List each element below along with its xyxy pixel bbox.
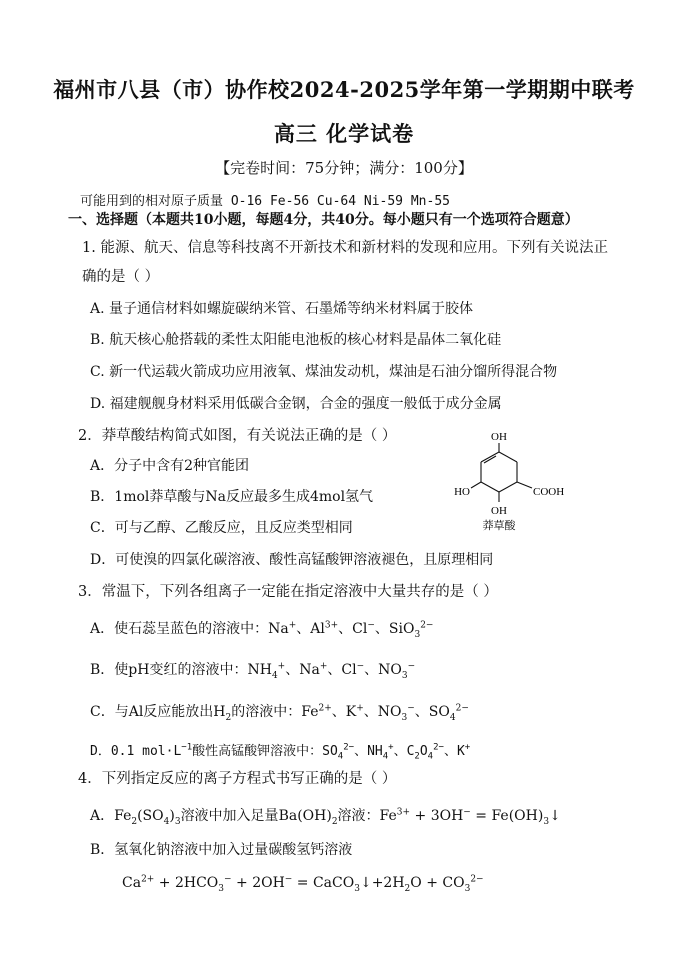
q4-a-mid: 溶液中加入足量 [180,808,279,824]
q1-stem-line1: 1. 能源、航天、信息等科技离不开新技术和新材料的发现和应用。下列有关说法正 [82,240,608,256]
q3-d-prefix: D．0.1 mol·L [90,744,182,759]
q3-option-a: A．使石蕊呈蓝色的溶液中：Na+、$Al^{3+}$、Cl−、SiO$_3^{2-}$ [90,620,434,640]
ion-so4: SO [428,704,450,720]
oh-top-label: OH [491,431,507,443]
ion-c2o4-c: C [406,744,415,759]
ion-sio3: SiO [388,621,415,637]
ring-bonds [471,443,532,502]
ion-cl: Cl [352,621,368,637]
oh-bottom-label: OH [491,505,507,517]
q3-option-c: C．与Al反应能放出$H_2$的溶液中：$Fe^{2+}$、K+、$NO_3^-$、$SO_4^{2-}$ [90,703,469,723]
ion-no3: NO [378,662,402,678]
q4-option-a: A．$Fe_2(SO_4)_3$溶液中加入足量$Ba(OH)_2$溶液：$Fe^{3+} + 3OH^-$ = $Fe(OH)_3↓$ [90,807,561,827]
q4-stem: 4．下列指定反应的离子方程式书写正确的是（ ） [78,771,397,787]
q1-option-b: B. 航天核心舱搭载的柔性太阳能电池板的核心材料是晶体二氧化硅 [90,332,502,348]
q4-option-b-equation: $Ca^{2+} + 2HCO_3^- + 2OH^-$ = $CaCO_3↓+2H_2O + CO_3^{2-}$ [122,874,484,894]
section-title: 一、选择题（本题共10小题，每题4分，共40分。每小题只有一个选项符合题意） [68,212,579,228]
q4-option-b: B．氢氧化钠溶液中加入过量碳酸氢钙溶液 [90,842,353,858]
q2-stem: 2．莽草酸结构简式如图，有关说法正确的是（ ） [78,428,397,444]
ion-na: Na [268,621,289,637]
ion-k: K [345,704,357,720]
q1-option-a: A. 量子通信材料如螺旋碳纳米管、石墨烯等纳米材料属于胶体 [90,301,474,317]
q3-c-mid: 的溶液中： [231,704,302,720]
ion-k: K [456,744,465,759]
ion-al: Al [310,621,325,637]
shikimic-acid-structure [440,425,570,535]
oh-left-label: HO [454,486,470,498]
q2-option-a: A．分子中含有2种官能团 [90,458,250,474]
q4-a-suffix: 溶液： [337,808,380,824]
structure-caption: 莽草酸 [482,520,516,532]
exam-time-info: 【完卷时间：75分钟；满分：100分】 [215,159,473,177]
ion-so4: SO [322,744,338,759]
q4-a-prefix: A． [90,808,115,824]
q2-option-c: C．可与乙醇、乙酸反应，且反应类型相同 [90,520,353,536]
ion-cl: Cl [341,662,357,678]
q3-option-d: D．0.1 $mol\cdot L^{-1}$酸性高锰酸钾溶液中：$SO_4^{2-}$、$NH_4^+$、$C_2O_4^{2-}$、K+ [90,742,471,762]
ion-nh4: NH [247,662,272,678]
cooh-label: COOH [533,486,565,498]
ion-na: Na [299,662,320,678]
ion-fe: Fe [301,704,319,720]
exam-subtitle: 高三 化学试卷 [273,121,415,146]
ion-nh4: NH [367,744,383,759]
q1-option-d: D. 福建舰舰身材料采用低碳合金钢，合金的强度一般低于成分金属 [90,396,502,412]
q3-c-prefix: C．与Al反应能放出H [90,704,226,720]
q2-option-d: D．可使溴的四氯化碳溶液、酸性高锰酸钾溶液褪色，且原理相同 [90,552,494,568]
q3-b-prefix: B．使pH变红的溶液中： [90,662,248,678]
atomic-masses: 可能用到的相对原子质量 O-16 Fe-56 Cu-64 Ni-59 Mn-55 [80,194,450,209]
ion-no3: NO [377,704,402,720]
ion-c2o4-o: O [419,744,428,759]
q1-stem-line2: 确的是（ ） [82,269,160,285]
q1-option-c: C. 新一代运载火箭成功应用液氧、煤油发动机，煤油是石油分馏所得混合物 [90,364,558,380]
q3-option-b: B．使pH变红的溶液中：$NH_4^+$、Na+、Cl−、$NO_3^-$ [90,661,416,681]
q2-option-b: B．1mol莽草酸与Na反应最多生成4mol氢气 [90,489,374,505]
q3-stem: 3．常温下，下列各组离子一定能在指定溶液中大量共存的是（ ） [78,584,498,600]
q3-d-mid: 酸性高锰酸钾溶液中： [192,744,323,759]
exam-title: 福州市八县（市）协作校2024-2025学年第一学期期中联考 [53,77,635,102]
q3-a-prefix: A．使石蕊呈蓝色的溶液中： [90,621,269,637]
